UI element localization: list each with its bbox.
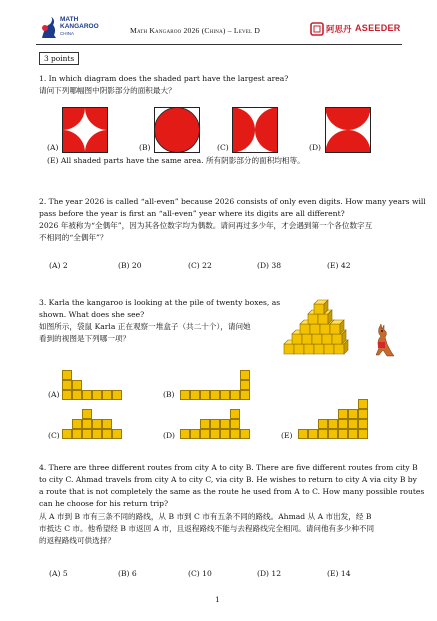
q1-text-en: 1. In which diagram does the shaded part have the largest area? — [39, 74, 289, 83]
q4-text-zh-2: 市抵达 C 市。他希望经 B 市返回 A 市，且返程路线不能与去程路线完全相同。请问他有多少种不同 — [39, 524, 375, 533]
q2-answer-b: (B) 20 — [118, 261, 142, 270]
partner-name-en: ASEEDER — [355, 23, 401, 33]
q1-diagram-c — [232, 107, 278, 153]
q2-text-zh-2: 不相同的“全偶年”？ — [39, 233, 108, 242]
kangaroo-logo-icon — [38, 16, 58, 40]
q1-diagram-b — [154, 107, 200, 153]
q4-text-en-1: 4. There are three different routes from city A to city B. There are five different routes from city B — [39, 463, 418, 472]
q1-label-a: (A) — [47, 143, 59, 152]
partner-name-zh: 阿思丹 — [326, 24, 352, 34]
header-divider — [36, 44, 402, 45]
partner-logo — [310, 21, 402, 39]
q4-text-zh-3: 的返程路线可供选择？ — [39, 536, 115, 545]
logo-line2: KANGAROO — [60, 23, 99, 30]
logo-line3: CHINA — [60, 31, 75, 36]
q2-text-zh-1: 2026 年被称为“全偶年”，因为其各位数字均为偶数。请问再过多少年，才会遇到第一个各位数字互 — [39, 221, 373, 230]
q2-answer-c: (C) 22 — [188, 261, 212, 270]
q1-label-c: (C) — [217, 143, 229, 152]
q3-text-en-1: 3. Karla the kangaroo is looking at the pile of twenty boxes, as — [39, 298, 281, 307]
q4-text-zh-1: 从 A 市到 B 市有三条不同的路线，从 B 市到 C 市有五条不同的路线。Ahmad 从 A 市出发，经 B — [39, 512, 372, 521]
q2-answer-d: (D) 38 — [257, 261, 282, 270]
q3-label-e: (E) — [281, 431, 293, 440]
logo-line1: MATH — [60, 16, 79, 23]
kangaroo-icon — [373, 324, 395, 358]
q1-diagram-d — [325, 107, 371, 153]
q2-answer-e: (E) 42 — [327, 261, 351, 270]
q4-answer-b: (B) 6 — [118, 569, 137, 578]
q1-diagram-a — [62, 107, 108, 153]
q3-text-zh-1: 如图所示，袋鼠 Karla 正在观察一堆盒子（共二十个），请问她 — [39, 322, 251, 331]
q4-text-en-3: a route that is not completely the same as the route he used from A to C. How many possible routes — [39, 487, 425, 496]
points-badge: 3 points — [39, 52, 79, 65]
logo — [38, 16, 108, 42]
q4-text-en-4: can he choose for his return trip? — [39, 499, 169, 508]
page-number: 1 — [215, 595, 220, 604]
q1-label-b: (B) — [139, 143, 151, 152]
q4-answer-e: (E) 14 — [327, 569, 351, 578]
q3-label-b: (B) — [163, 390, 175, 399]
q2-text-en-1: 2. The year 2026 is called “all-even” because 2026 consists of only even digits. How many years will — [39, 197, 426, 206]
q3-text-en-2: shown. What does she see? — [39, 310, 145, 319]
q3-label-c: (C) — [48, 431, 60, 440]
q1-text-zh: 请问下列哪幅图中阴影部分的面积最大？ — [39, 86, 176, 95]
q3-text-zh-2: 看到的视图是下列哪一项？ — [39, 334, 131, 343]
page-title: Math Kangaroo 2026 (China) – Level D — [130, 26, 261, 35]
partner-mark-icon — [310, 22, 324, 36]
q1-label-d: (D) — [309, 143, 322, 152]
q4-answer-a: (A) 5 — [49, 569, 68, 578]
q4-text-en-2: to city C. Ahmad travels from city A to city C, via city B. He wishes to return to city A via city B by — [39, 475, 417, 484]
box-pile-illustration — [282, 296, 364, 360]
q2-answer-a: (A) 2 — [49, 261, 68, 270]
q3-label-a: (A) — [48, 390, 60, 399]
q1-option-e: (E) All shaded parts have the same area. 所有阴影部分的面积均相等。 — [47, 156, 305, 165]
q2-text-en-2: pass before the year is first an “all-even” year where its digits are all different? — [39, 209, 345, 218]
q3-label-d: (D) — [163, 431, 176, 440]
q4-answer-c: (C) 10 — [188, 569, 212, 578]
q4-answer-d: (D) 12 — [257, 569, 282, 578]
